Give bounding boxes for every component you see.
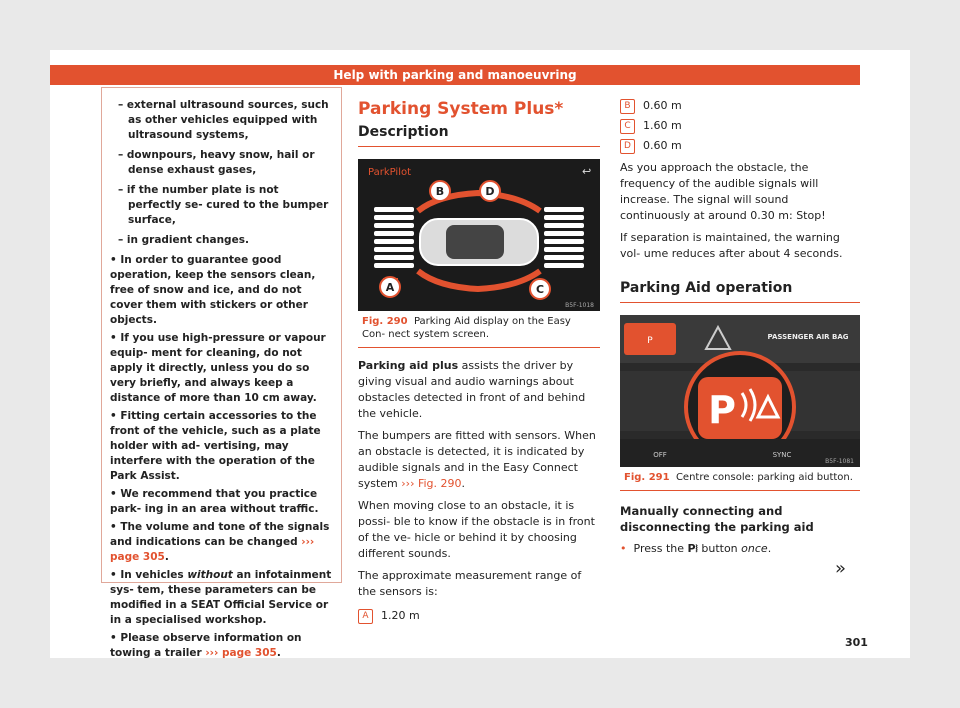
- range-label-badge: D: [620, 139, 635, 154]
- back-icon: ↩: [582, 165, 592, 178]
- park-icon: P: [647, 336, 653, 346]
- chapter-header: Help with parking and manoeuvring: [50, 65, 860, 85]
- console-photo: [620, 315, 860, 467]
- notice-box: [101, 87, 342, 659]
- section-subtitle: Parking Aid operation: [620, 280, 793, 296]
- bullet-item: • In vehicles without an infotainment sys- tem, these parameters can be modified in a SEAT Official Service or in a specialised workshop.: [110, 569, 332, 626]
- label-d: D: [485, 185, 495, 198]
- section-subtitle: Description: [358, 124, 449, 140]
- figure-caption: [358, 311, 600, 348]
- range-item: D 0.60 m: [620, 138, 860, 154]
- caption-number: Fig. 290: [362, 316, 408, 327]
- figure-code: B5F-1081: [825, 458, 854, 465]
- paragraph: As you approach the obstacle, the frequency of the audible signals will increase. The signal will sound continuously at around 0.30 m: Stop!: [620, 161, 826, 222]
- column-operation: [620, 98, 860, 563]
- bullet-item: • The volume and tone of the signals and indications can be changed ››› page 305.: [110, 521, 330, 563]
- caption-text: Centre console: parking aid button.: [675, 472, 853, 483]
- label-b: B: [435, 185, 445, 198]
- continue-marker: »: [835, 558, 847, 579]
- range-label-badge: B: [620, 99, 635, 114]
- range-item: A 1.20 m: [358, 608, 600, 624]
- figure-290: [358, 159, 600, 311]
- figure-caption: [620, 467, 860, 491]
- sync-label: SYNC: [772, 451, 792, 459]
- bullet-item: • Fitting certain accessories to the front of the vehicle, such as a plate holder with ad- vertising, may interfere with the operation of the Park Assist.: [110, 410, 321, 482]
- paragraph: If separation is maintained, the warning vol- ume reduces after about 4 seconds.: [620, 231, 843, 260]
- off-label: OFF: [653, 451, 667, 459]
- figure-link[interactable]: ››› Fig. 290: [401, 477, 462, 490]
- paragraph: The approximate measurement range of the sensors is:: [358, 569, 582, 598]
- range-item: B 0.60 m: [620, 98, 860, 114]
- paragraph: Parking aid plus assists the driver by giving visual and audio warnings about obstacles detected in front of and behind the vehicle.: [358, 359, 586, 420]
- dash-item: – if the number plate is not perfectly se- cured to the bumper surface,: [118, 184, 329, 226]
- label-c: C: [535, 283, 545, 296]
- caption-number: Fig. 291: [624, 472, 670, 483]
- caption-text: Parking Aid display on the Easy Con- nect system screen.: [362, 316, 571, 340]
- park-aid-button-icon: P⧘: [687, 542, 698, 555]
- bullet-item: • Press the P⧘ button once.: [620, 542, 772, 555]
- page-link[interactable]: ››› page 305: [205, 647, 277, 659]
- subsection-heading: Manually connecting and disconnecting the parking aid: [620, 504, 814, 534]
- subtitle-wrap: [620, 276, 860, 303]
- range-label-badge: A: [358, 609, 373, 624]
- dash-item: – external ultrasound sources, such as other vehicles equipped with ultrasound systems,: [118, 99, 329, 141]
- range-label-badge: C: [620, 119, 635, 134]
- label-a: A: [385, 281, 395, 294]
- figure-code: B5F-1018: [565, 302, 594, 309]
- subtitle-wrap: [358, 120, 600, 147]
- airbag-label: PASSENGER AIR BAG: [767, 333, 849, 341]
- parkpilot-display: [358, 159, 600, 311]
- dash-item: – downpours, heavy snow, hail or dense exhaust gases,: [118, 149, 315, 176]
- page-number: 301: [845, 636, 868, 649]
- paragraph: The bumpers are fitted with sensors. When an obstacle is detected, it is indicated by audible signals and in the Easy Connect system ››› Fig. 290.: [358, 429, 596, 490]
- column-description: [358, 98, 600, 630]
- section-title: Parking System Plus*: [358, 99, 564, 119]
- car-roof: [446, 225, 504, 259]
- range-item: C 1.60 m: [620, 118, 860, 134]
- bullet-item: • We recommend that you practice park- ing in an area without traffic.: [110, 488, 319, 515]
- page-link[interactable]: ››› page 305: [110, 536, 315, 563]
- bullet-item: • If you use high-pressure or vapour equip- ment for cleaning, do not apply it directly, unless you do so very briefly, and always keep a distance of more than 10 cm away.: [110, 332, 326, 404]
- bullet-item: • In order to guarantee good operation, keep the sensors clean, free of snow and ice, and do not cover them with stickers or other objects.: [110, 254, 316, 326]
- bullet-item: • Please observe information on towing a trailer ››› page 305.: [110, 632, 302, 659]
- figure-291: [620, 315, 860, 467]
- paragraph: When moving close to an obstacle, it is possi- ble to know if the obstacle is in front of the ve- hicle or behind it by choosing different sounds.: [358, 499, 595, 560]
- park-aid-icon: P: [708, 388, 736, 432]
- screen-title: ParkPilot: [368, 167, 412, 178]
- dash-item: – in gradient changes.: [118, 234, 249, 246]
